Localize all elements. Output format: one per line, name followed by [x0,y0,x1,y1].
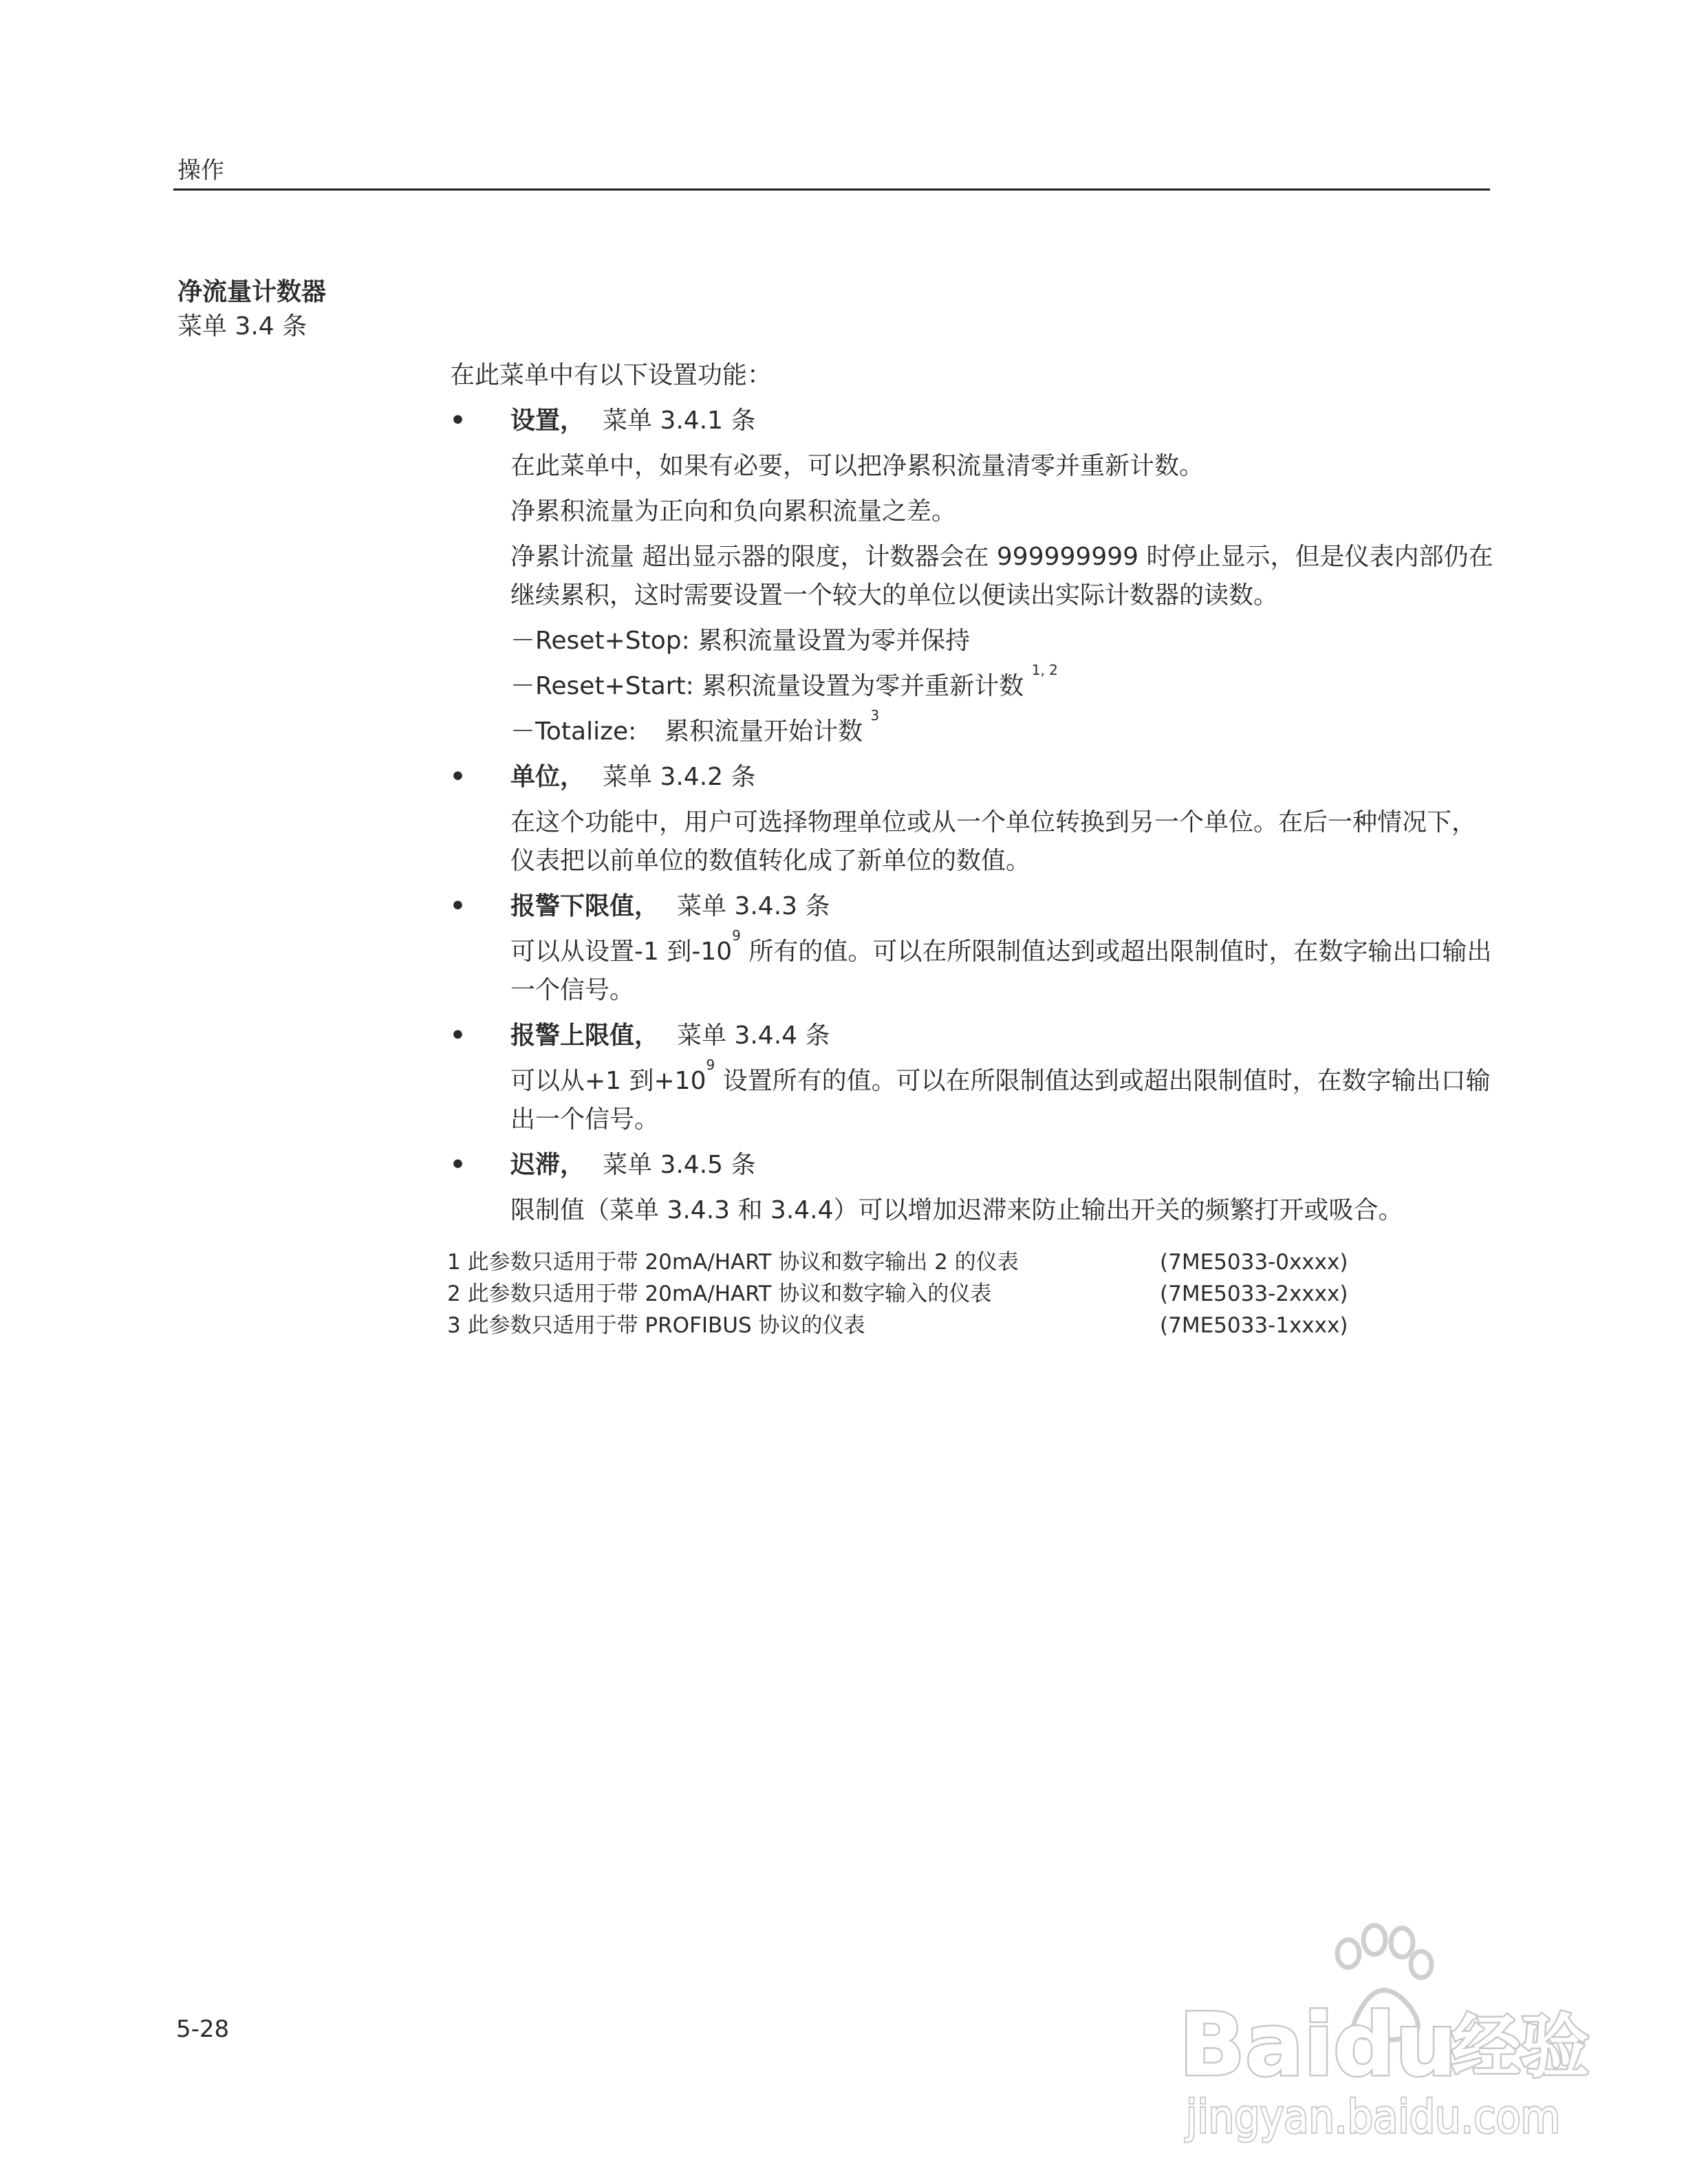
option-term: －Totalize: [510,717,637,746]
footnote-text: 2 此参数只适用于带 20mA/HART 协议和数字输入的仪表 [447,1282,992,1306]
watermark-brand-left: Bai [1179,1994,1334,2095]
bullet-icon: • [450,407,466,435]
intro-text: 在此菜单中有以下设置功能： [450,361,773,389]
footnote-text: 3 此参数只适用于带 PROFIBUS 协议的仪表 [447,1313,865,1338]
option-desc: 累积流量设置为零并保持 [698,627,971,655]
footnote-code: (7ME5033-0xxxx) [1160,1250,1348,1275]
bullet-heading [450,1146,1502,1185]
bullet-name: 报警上限值， [510,1021,660,1050]
section-title: 净流量计数器 [177,278,327,306]
header-divider [173,188,1490,191]
bullet-name: 报警下限值， [510,892,660,920]
watermark-brand-right: du [1333,1994,1457,2095]
paragraph: 在此菜单中，如果有必要，可以把净累积流量清零并重新计数。 [510,452,1205,480]
paragraph-text: 所有的值。可以在所限制值达到或超出限制值时，在数字输出口输出一个信号。 [510,938,1492,1004]
option-totalize [510,707,1502,751]
paragraph [510,1057,1494,1139]
page-number: 5-28 [176,2015,230,2043]
bullet-menu-ref: 菜单 3.4.1 条 [603,407,756,435]
bullet-heading [450,1017,1502,1055]
bullet-icon: • [450,892,466,920]
bullet-item-high-alarm [450,1017,1502,1139]
option-term: －Reset+Stop: [510,627,690,655]
baidu-watermark [1174,1904,1589,2152]
option-term: －Reset+Start: [510,672,694,700]
bullet-menu-ref: 菜单 3.4.3 条 [677,892,830,920]
footnote-code: (7ME5033-2xxxx) [1160,1282,1348,1306]
paragraph: 净累计流量 超出显示器的限度，计数器会在 999999999 时停止显示，但是仪表内部仍在继续累积，这时需要设置一个较大的单位以便读出实际计数器的读数。 [510,543,1493,609]
footnote-row [447,1278,1348,1310]
footnote-text: 1 此参数只适用于带 20mA/HART 协议和数字输出 2 的仪表 [447,1250,1019,1275]
bullet-item-hysteresis [450,1146,1502,1230]
watermark-brand-cn: 经验 [1451,2007,1589,2087]
bullet-name: 迟滞， [510,1151,585,1179]
bullet-name: 设置， [510,407,585,435]
option-reset-start [510,662,1502,706]
footnotes [447,1246,1348,1341]
body-content [450,356,1502,1237]
bullet-icon: • [450,763,466,791]
bullet-item-settings [450,402,1502,751]
paragraph: 限制值（菜单 3.4.3 和 3.4.4）可以增加迟滞来防止输出开关的频繁打开或吸合。 [510,1196,1403,1224]
paragraph-text: 设置所有的值。可以在所限制值达到或超出限制值时，在数字输出口输出一个信号。 [510,1067,1491,1134]
paragraph-text: 可以从+1 到+10 [510,1067,706,1095]
paragraph [510,927,1494,1010]
footnote-row [447,1310,1348,1341]
footnote-ref: 3 [870,707,880,724]
watermark-url: jingyan.baidu.com [1185,2090,1560,2143]
section-menu-ref: 菜单 3.4 条 [177,312,307,340]
bullet-menu-ref: 菜单 3.4.4 条 [677,1021,830,1050]
bullet-name: 单位， [510,763,585,791]
footnote-code: (7ME5033-1xxxx) [1160,1313,1348,1338]
bullet-icon: • [450,1151,466,1179]
paragraph: 在这个功能中，用户可选择物理单位或从一个单位转换到另一个单位。在后一种情况下，仪表把以前单位的数值转化成了新单位的数值。 [510,808,1477,875]
option-desc: 累积流量设置为零并重新计数 [702,672,1024,700]
footnote-row [447,1246,1348,1278]
option-desc: 累积流量开始计数 [665,717,863,746]
exponent: 9 [706,1057,715,1073]
exponent: 9 [732,927,741,944]
footnote-ref: 1, 2 [1031,662,1058,678]
bullet-heading [450,402,1502,440]
bullet-item-unit [450,758,1502,880]
bullet-item-low-alarm [450,887,1502,1010]
bullet-heading [450,887,1502,926]
bullet-icon: • [450,1021,466,1050]
paragraph: 净累积流量为正向和负向累积流量之差。 [510,497,957,526]
bullet-heading [450,758,1502,797]
bullet-menu-ref: 菜单 3.4.2 条 [603,763,756,791]
running-header: 操作 [177,157,224,184]
paragraph-text: 可以从设置-1 到-10 [510,938,733,966]
bullet-menu-ref: 菜单 3.4.5 条 [603,1151,756,1179]
option-reset-stop [510,622,1502,660]
